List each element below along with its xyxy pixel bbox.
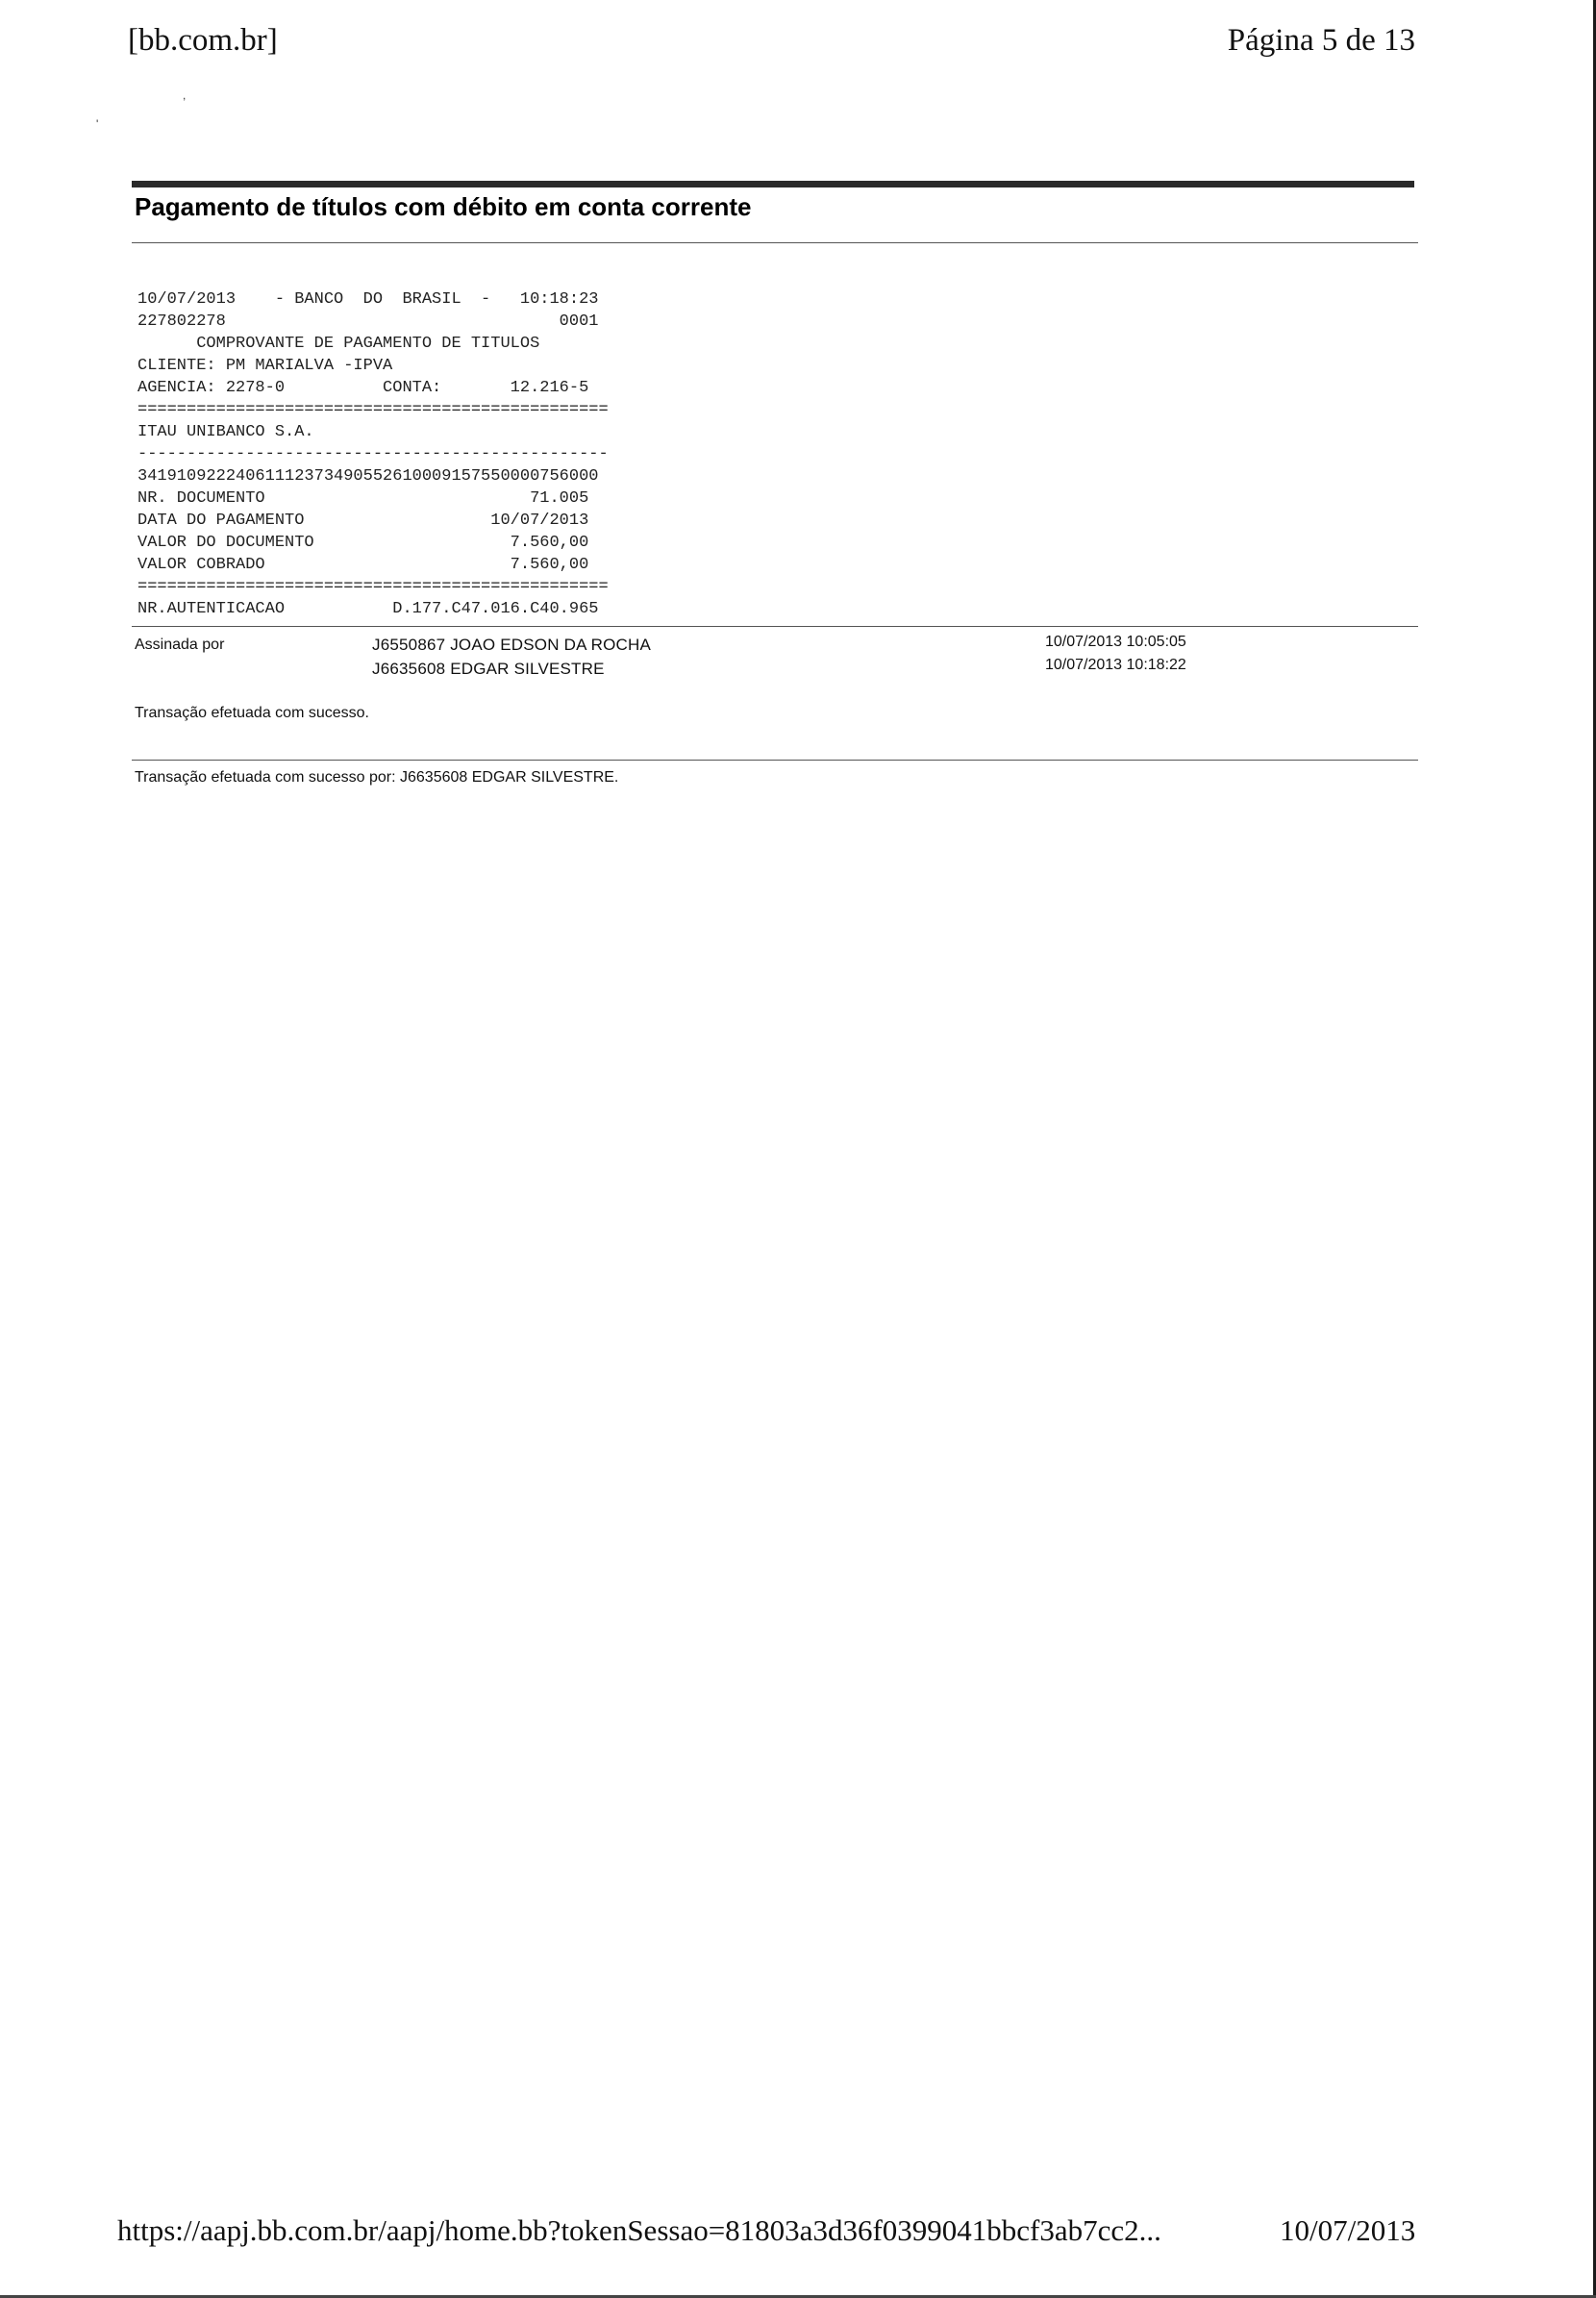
title-bar — [132, 181, 1414, 187]
receipt-line: DATA DO PAGAMENTO 10/07/2013 — [137, 512, 589, 530]
receipt-separator: ------------------------------------------------ — [137, 445, 609, 463]
receipt-line: CLIENTE: PM MARIALVA -IPVA — [137, 357, 393, 375]
page-indicator: Página 5 de 13 — [1227, 23, 1415, 58]
signed-by-label: Assinada por — [135, 637, 225, 653]
signer-name: J6550867 JOAO EDSON DA ROCHA — [372, 636, 651, 654]
header-site: [bb.com.br] — [128, 23, 278, 58]
receipt-line: ITAU UNIBANCO S.A. — [137, 423, 314, 441]
receipt-separator: ================================================ — [137, 578, 609, 596]
receipt-line: VALOR DO DOCUMENTO 7.560,00 — [137, 534, 589, 552]
receipt-line: NR.AUTENTICACAO D.177.C47.016.C40.965 — [137, 600, 599, 618]
final-message: Transação efetuada com sucesso por: J6635608 EDGAR SILVESTRE. — [135, 769, 619, 786]
receipt-line: 10/07/2013 - BANCO DO BRASIL - 10:18:23 — [137, 290, 599, 309]
title-divider — [132, 242, 1418, 243]
receipt-line: 227802278 0001 — [137, 312, 599, 331]
receipt-line: 34191092224061112373490552610009157550000756000 — [137, 467, 599, 486]
receipt-separator: ================================================ — [137, 401, 609, 419]
final-divider — [132, 760, 1418, 761]
signature-datetime: 10/07/2013 10:05:05 — [1045, 634, 1186, 650]
receipt-line: AGENCIA: 2278-0 CONTA: 12.216-5 — [137, 379, 589, 397]
receipt — [137, 288, 609, 620]
signer-name: J6635608 EDGAR SILVESTRE — [372, 660, 605, 678]
footer-date: 10/07/2013 — [1280, 2213, 1416, 2247]
receipt-line: VALOR COBRADO 7.560,00 — [137, 556, 589, 574]
status-message: Transação efetuada com sucesso. — [135, 705, 369, 721]
footer-url: https://aapj.bb.com.br/aapj/home.bb?tokenSessao=81803a3d36f0399041bbcf3ab7cc2... — [117, 2213, 1161, 2247]
scan-speck: , — [183, 88, 187, 102]
signatures-divider — [132, 626, 1418, 627]
signature-datetime: 10/07/2013 10:18:22 — [1045, 657, 1186, 673]
scan-speck: ' — [96, 117, 99, 131]
page-title: Pagamento de títulos com débito em conta corrente — [135, 192, 752, 221]
receipt-line: NR. DOCUMENTO 71.005 — [137, 489, 589, 508]
receipt-line: COMPROVANTE DE PAGAMENTO DE TITULOS — [137, 335, 540, 353]
